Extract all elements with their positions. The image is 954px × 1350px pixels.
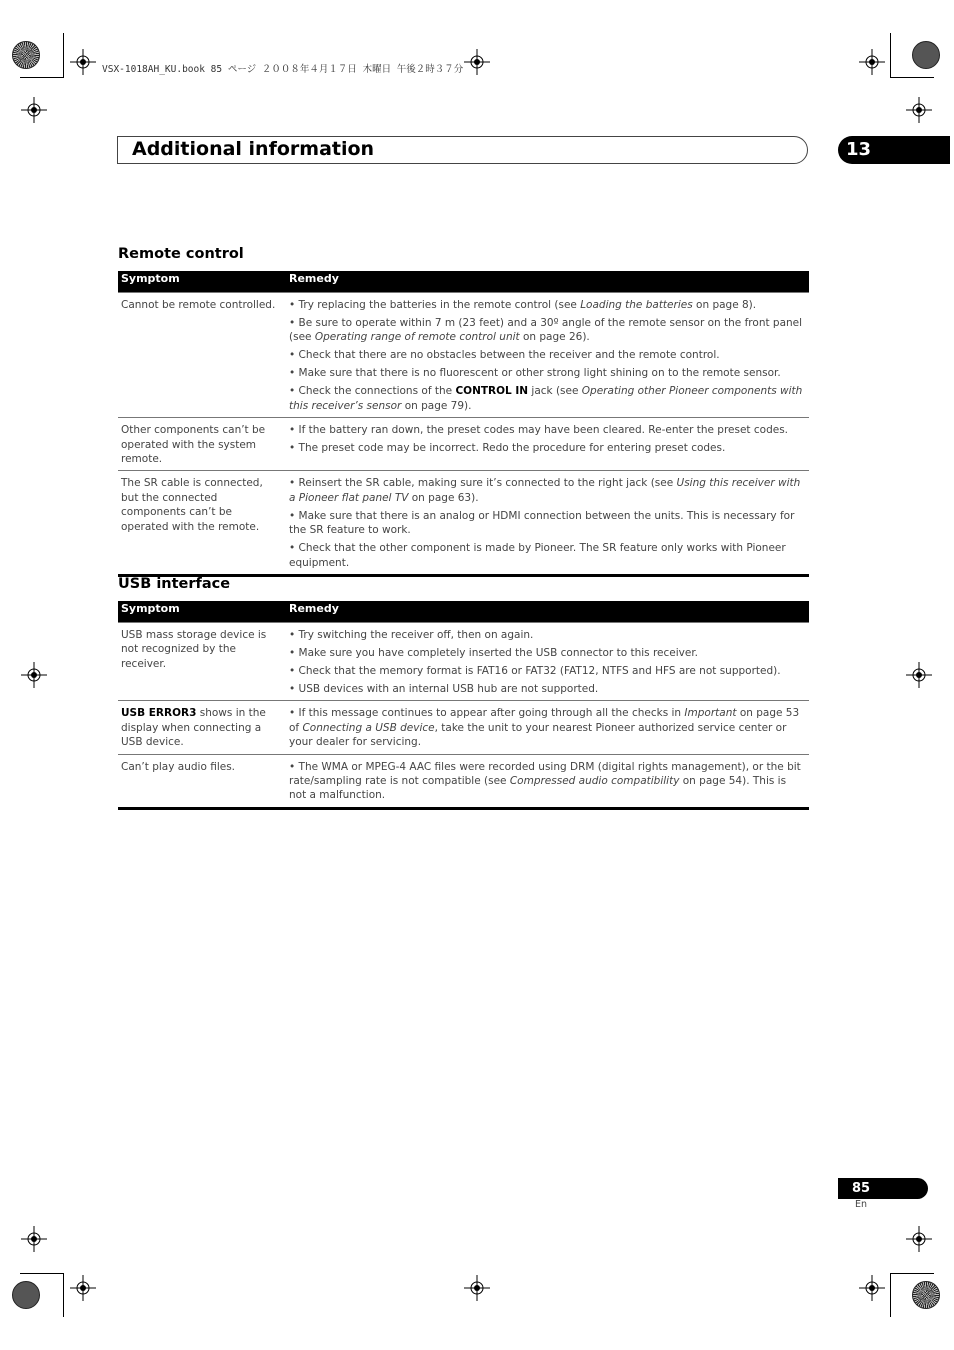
cross-reference: Operating other Pioneer components with this receiver’s sensor [289,385,803,412]
remedy-cell [286,476,809,570]
text-run: on page 54). This is not a malfunction. [289,775,787,802]
text-run: • Check that the other component is made by Pioneer. The SR feature only works with Pioneer equipment. [289,542,786,569]
remedy-item [289,760,805,803]
symptom-cell [118,706,286,749]
table-header [118,271,809,292]
remedy-item [289,316,805,345]
text-run: • Try switching the receiver off, then on again. [289,629,534,641]
symptom-column-header: Symptom [121,602,180,615]
remedy-item [289,628,805,642]
symptom-cell [118,760,286,803]
text-run: Can’t play audio files. [121,760,236,773]
text-run: on page 8). [692,299,757,311]
remedy-item [289,682,805,696]
text-run: • Make sure you have completely inserted the USB connector to this receiver. [289,647,699,659]
text-run: on page 79). [401,399,472,412]
registration-mark-icon [21,1226,47,1252]
page-title: Additional information [132,138,375,160]
text-run: Other components can’t be operated with the system remote. [121,424,266,466]
registration-mark-icon [906,97,932,123]
crop-mark [63,33,64,77]
cross-reference: Important [684,707,737,720]
crop-mark [890,1273,934,1274]
cross-reference: Loading the batteries [580,299,693,311]
remedy-item [289,509,805,538]
section-header-bar [117,136,808,164]
text-run: • USB devices with an internal USB hub are not supported. [289,683,599,695]
color-bar-disc-icon [912,41,940,69]
text-run: • Check that there are no obstacles between the receiver and the remote control. [289,349,720,362]
remedy-cell [286,760,809,803]
text-run: , take the unit to your nearest Pioneer authorized service center or your dealer for servicing. [289,721,787,749]
remedy-item [289,348,805,362]
cross-reference: Compressed audio compatibility [509,775,680,788]
registration-mark-icon [859,49,885,75]
page-number: 85 [838,1178,928,1199]
remedy-item [289,664,805,678]
crop-mark [63,1273,64,1317]
text-run: Cannot be remote controlled. [121,299,276,311]
text-run: shows in the display when connecting a USB device. [121,707,266,749]
table-row [118,754,809,807]
usb-interface-heading: USB interface [118,576,231,592]
text-run: • Reinsert the SR cable, making sure it’s connected to the right jack (see [289,477,677,490]
text-run: • The preset code may be incorrect. Redo the procedure for entering preset codes. [289,442,726,455]
symptom-cell [118,298,286,413]
remote-control-heading: Remote control [118,246,244,262]
crop-mark [890,1273,891,1317]
text-run: USB mass storage device is not recognized by the receiver. [121,629,267,670]
symptom-cell [118,628,286,696]
text-run: jack (see [528,385,582,398]
remedy-item [289,441,805,455]
symptom-cell [118,423,286,466]
text-run: The SR cable is connected, but the connected components can’t be operated with the remote. [121,477,263,533]
table-header [118,601,809,622]
table-row [118,417,809,470]
text-run: • Check that the memory format is FAT16 or FAT32 (FAT12, NTFS and HFS are not supported). [289,665,781,677]
text-run: • Try replacing the batteries in the remote control (see [289,299,581,311]
symptom-cell [118,476,286,570]
usb-interface-table [118,601,809,810]
remedy-column-header: Remedy [289,602,339,615]
color-bar-disc-icon [12,1281,40,1309]
color-bar-disc-icon [912,1281,940,1309]
text-run: on page 53 of [289,707,800,734]
remedy-item [289,476,805,505]
chapter-number-tab: 13 [838,136,950,164]
cross-reference: Using this receiver with a Pioneer flat panel TV [289,477,801,504]
symptom-column-header: Symptom [121,272,180,285]
crop-mark [20,77,64,78]
remedy-cell [286,423,809,466]
remedy-item [289,541,805,570]
registration-mark-icon [21,97,47,123]
remedy-item [289,706,805,749]
table-row [118,292,809,417]
remedy-item [289,646,805,660]
text-run: • If this message continues to appear after going through all the checks in [289,707,685,720]
table-row [118,470,809,574]
color-bar-disc-icon [12,41,40,69]
crop-mark [890,77,934,78]
page-language: En [855,1199,868,1210]
remedy-cell [286,298,809,413]
remedy-item [289,384,805,413]
registration-mark-icon [906,662,932,688]
bold-term: USB ERROR3 [121,707,197,720]
remote-control-table [118,271,809,577]
table-row [118,700,809,753]
cross-reference: Connecting a USB device [302,721,435,734]
table-row [118,622,809,700]
remedy-item [289,366,805,380]
crop-mark [20,1273,64,1274]
registration-mark-icon [70,1275,96,1301]
registration-mark-icon [859,1275,885,1301]
remedy-column-header: Remedy [289,272,339,285]
printer-slug-line: VSX-1018AH_KU.book 85 ページ ２００８年４月１７日 木曜日 午後２時３７分 [102,64,464,75]
text-run: • Make sure that there is an analog or HDMI connection between the units. This is necessary for the SR feature to work. [289,509,795,537]
remedy-cell [286,706,809,749]
text-run: • Be sure to operate within 7 m (23 feet) and a 30º angle of the remote sensor on the front panel (see [289,317,803,344]
text-run: on page 26). [519,331,590,344]
remedy-cell [286,628,809,696]
text-run: • The WMA or MPEG-4 AAC files were recorded using DRM (digital rights management), or the bit rate/sampling rate is not compatible (see [289,760,801,788]
text-run: on page 63). [408,491,479,504]
cross-reference: Operating range of remote control unit [314,331,520,344]
registration-mark-icon [70,49,96,75]
text-run: • Check the connections of the [289,385,456,398]
text-run: • If the battery ran down, the preset codes may have been cleared. Re-enter the preset codes. [289,424,789,437]
registration-mark-icon [21,662,47,688]
remedy-item [289,298,805,312]
text-run: • Make sure that there is no fluorescent or other strong light shining on to the remote sensor. [289,367,781,380]
bold-term: CONTROL IN [455,385,529,398]
registration-mark-icon [906,1226,932,1252]
remedy-item [289,423,805,437]
registration-mark-icon [464,1275,490,1301]
registration-mark-icon [464,49,490,75]
crop-mark [890,33,891,77]
